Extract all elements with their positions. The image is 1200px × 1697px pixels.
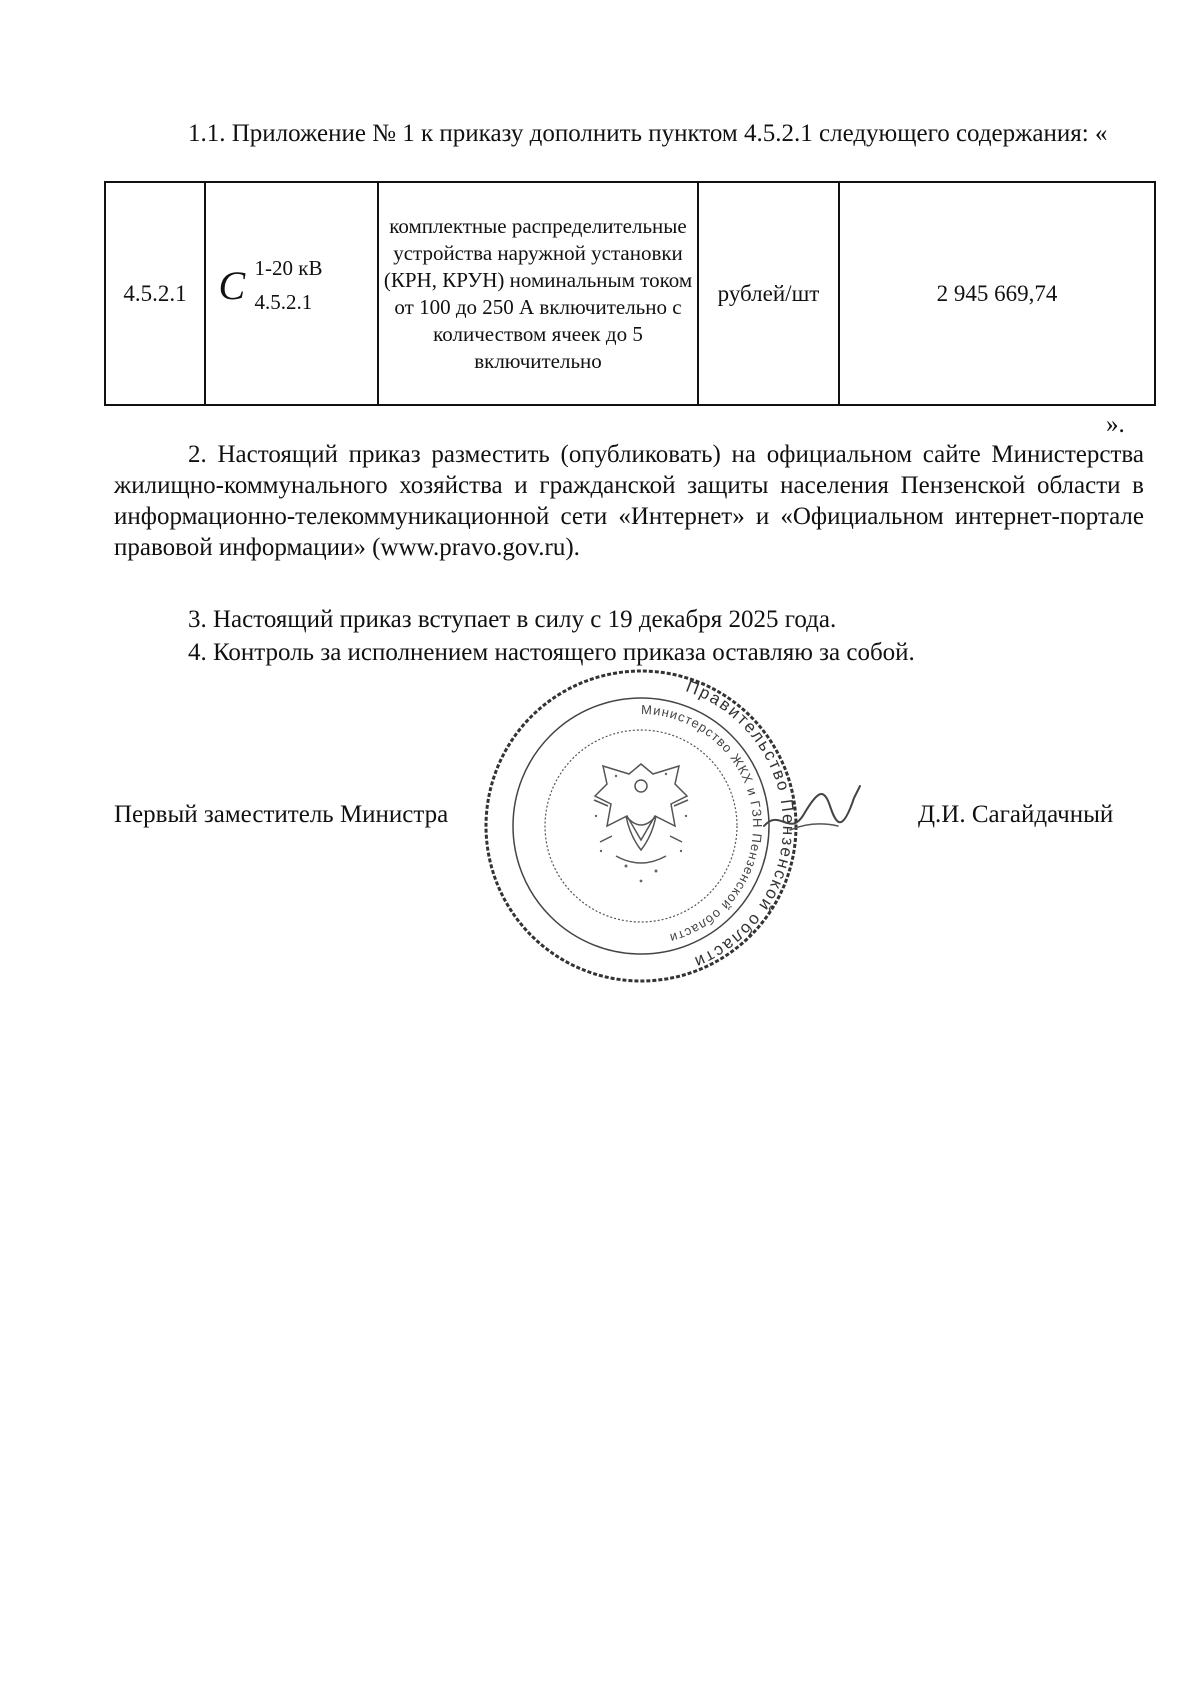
signature-position: Первый заместитель Министра (114, 801, 449, 828)
symbol-letter: C (218, 263, 246, 308)
cell-symbol (205, 182, 378, 405)
cell-unit: рублей/шт (698, 182, 839, 405)
cell-value: 2 945 669,74 (839, 182, 1155, 405)
paragraph-4: 4. Контроль за исполнением настоящего приказа оставляю за собой. (188, 639, 915, 666)
price-symbol (217, 250, 367, 330)
paragraph-1-1: 1.1. Приложение № 1 к приказу дополнить пунктом 4.5.2.1 следующего содержания: « (188, 120, 1108, 147)
table-row (105, 182, 1155, 405)
handwritten-signature (760, 768, 870, 848)
coat-of-arms-icon (594, 764, 688, 863)
closing-quote: ». (1106, 411, 1125, 438)
signatory-name: Д.И. Сагайдачный (918, 801, 1114, 828)
cell-description: комплектные распределительные устройства наружной установки (КРН, КРУН) номинальным током от 100 до 250 А включительно с количеством ячеек до 5 включительно (378, 182, 698, 405)
stamp-texture (595, 773, 687, 883)
official-stamp (476, 666, 806, 986)
norm-table (104, 181, 1156, 406)
symbol-subscript: 4.5.2.1 (254, 290, 313, 314)
symbol-superscript: 1-20 кВ (254, 256, 323, 280)
stamp-inner-text: Министерство ЖКХ и ГЗН Пензенской области (640, 701, 766, 947)
paragraph-3: 3. Настоящий приказ вступает в силу с 19 декабря 2025 года. (188, 606, 837, 633)
cell-code: 4.5.2.1 (105, 182, 205, 405)
paragraph-2: 2. Настоящий приказ разместить (опубликовать) на официальном сайте Министерства жилищно-коммунального хозяйства и гражданской защиты населения Пензенской области в информационно-телекоммуникационной сети «Интернет» и «Официальном интернет-портале правовой информации» (www.pravo.gov.ru). (114, 441, 1144, 561)
stamp-outer-text: Правительство Пензенской области (683, 676, 799, 973)
